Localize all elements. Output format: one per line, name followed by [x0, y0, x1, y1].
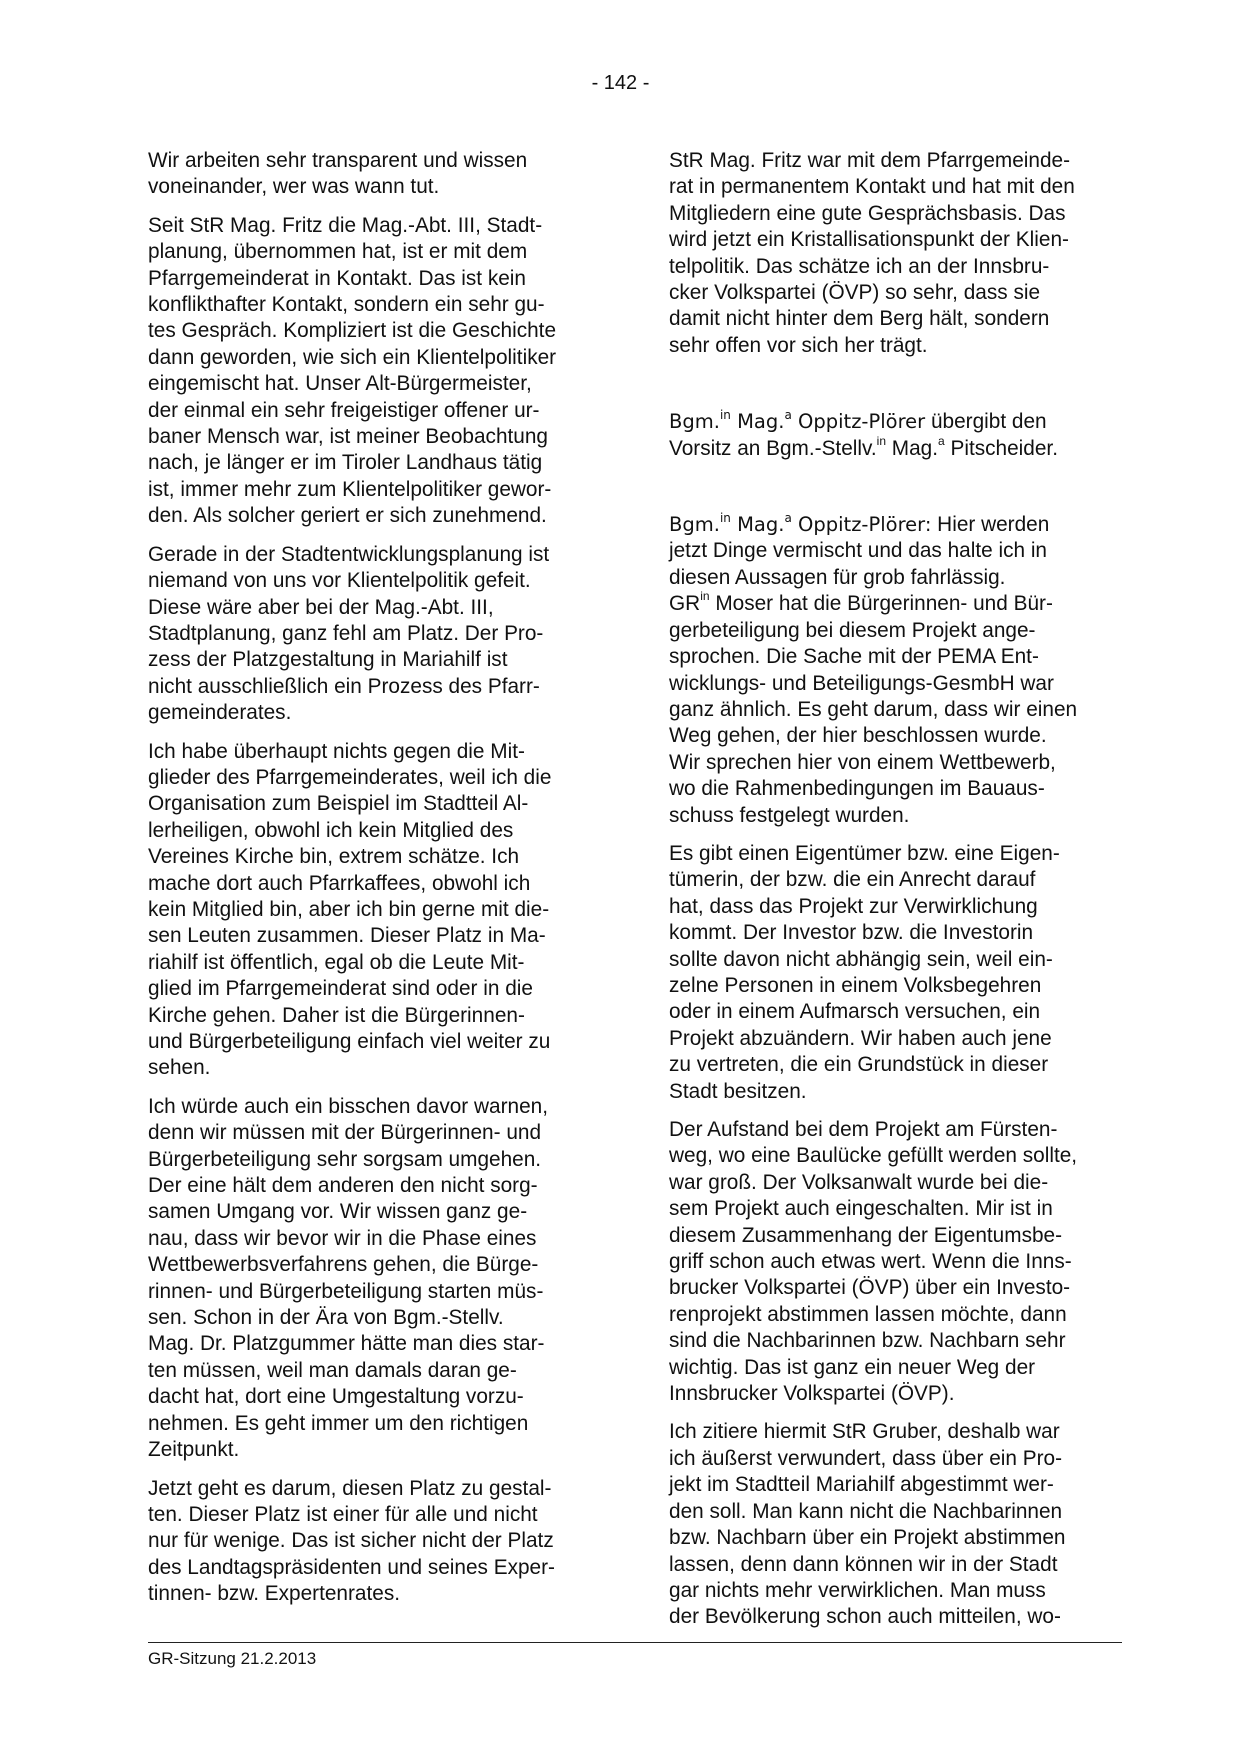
paragraph: Ich zitiere hiermit StR Gruber, deshalb war ich äußerst verwundert, dass über ein Pro- jekt im Stadtteil Mariahilf abgestimmt wer- den soll. Man kann nicht die Nachbarinnen bzw. Nachbarn über ein Projekt abstimmen lassen, denn dann können wir in der Stadt gar nichts mehr verwirklichen. Man muss der Bevölkerung schon auch mitteilen, wo-: [669, 1420, 1066, 1629]
footer-divider: [148, 1642, 1122, 1643]
speaker-name: Bgm.$^{in}$ Mag.$^a$ Oppitz-Plörer:: [669, 510, 932, 537]
footer-session-date: GR-Sitzung 21.2.2013: [148, 1649, 317, 1668]
speech-paragraph: Bgm.$^{in}$ Mag.$^a$ Oppitz-Plörer: Hier werden jetzt Dinge vermischt und das halte ich in diesen Aussagen für grob fahrlässig. $GR^{in}$ Moser hat die Bürgerinnen- und Bür- gerbeteiligung bei diesem Projekt ange- sprochen. Die Sache mit der PEMA Ent- wicklungs- und Beteiligungs-GesmbH war ganz ähnlich. Es geht darum, dass wir einen Weg gehen, der hier beschlossen wurde. Wir sprechen hier von einem Wettbewerb, wo die Rahmenbedingungen im Bauaus- schuss festgelegt wurden.: [669, 510, 1078, 827]
chair-handover-note: Bgm.$^{in}$ Mag.$^a$ Oppitz-Plörer übergibt den Vorsitz an Bgm.-Stellv.$^{in}$ Mag.$^a$ Pitscheider.: [669, 407, 1058, 460]
paragraph: Jetzt geht es darum, diesen Platz zu gestal- ten. Dieser Platz ist einer für alle und nicht nur für wenige. Das ist sicher nicht der Platz des Landtagspräsidenten und seines Exper- tinnen- bzw. Expertenrates.: [148, 1476, 555, 1606]
paragraph: Gerade in der Stadtentwicklungsplanung ist niemand von uns vor Klientelpolitik gefeit. Diese wäre aber bei der Mag.-Abt. III, Stadtplanung, ganz fehl am Platz. Der Pro- zess der Platzgestaltung in Mariahilf ist nicht ausschließlich ein Prozess des Pfarr- gemeinderates.: [148, 542, 550, 725]
left-column: [148, 148, 608, 1620]
right-column: [669, 148, 1129, 1643]
paragraph: Es gibt einen Eigentümer bzw. eine Eigen- tümerin, der bzw. die ein Anrecht darauf hat, dass das Projekt zur Verwirklichung kommt. Der Investor bzw. die Investorin sollte davon nicht abhängig sein, weil ein- zelne Personen in einem Volksbegehren oder in einem Aufmarsch versuchen, ein Projekt abzuändern. Wir haben auch jene zu vertreten, die ein Grundstück in dieser Stadt besitzen.: [669, 841, 1060, 1103]
paragraph: StR Mag. Fritz war mit dem Pfarrgemeinde- rat in permanentem Kontakt und hat mit den Mitgliedern eine gute Gesprächsbasis. Das wird jetzt ein Kristallisationspunkt der Klien- telpolitik. Das schätze ich an der Innsbru- cker Volkspartei (ÖVP) so sehr, dass sie damit nicht hinter dem Berg hält, sondern sehr offen vor sich her trägt.: [669, 149, 1075, 357]
paragraph: Der Aufstand bei dem Projekt am Fürsten- weg, wo eine Baulücke gefüllt werden sollte, war groß. Der Volksanwalt wurde bei die- sem Projekt auch eingeschalten. Mir ist in diesem Zusammenhang der Eigentumsbe- griff schon auch etwas wert. Wenn die Inns- brucker Volkspartei (ÖVP) über ein Investo- renprojekt abstimmen lassen möchte, dann sind die Nachbarinnen bzw. Nachbarn sehr wichtig. Das ist ganz ein neuer Weg der Innsbrucker Volkspartei (ÖVP).: [669, 1118, 1078, 1406]
paragraph: Wir arbeiten sehr transparent und wissen voneinander, wer was wann tut.: [148, 149, 528, 199]
paragraph: Ich habe überhaupt nichts gegen die Mit- glieder des Pfarrgemeinderates, weil ich die Organisation zum Beispiel im Stadtteil Al- lerheiligen, obwohl ich kein Mitglied des Vereines Kirche bin, extrem schätze. Ich mache dort auch Pfarrkaffees, obwohl ich kein Mitglied bin, aber ich bin gerne mit die- sen Leuten zusammen. Dieser Platz in Ma- riahilf ist öffentlich, egal ob die Leute Mit- glied im Pfarrgemeinderat sind oder in die Kirche gehen. Daher ist die Bürgerinnen- und Bürgerbeteiligung einfach viel weiter zu sehen.: [148, 739, 552, 1080]
page-number: - 142 -: [591, 72, 650, 94]
paragraph: Seit StR Mag. Fritz die Mag.-Abt. III, Stadt- planung, übernommen hat, ist er mit dem Pfarrgemeinderat in Kontakt. Das ist kein konflikthafter Kontakt, sondern ein sehr gu- tes Gespräch. Kompliziert ist die Geschichte dann geworden, wie sich ein Klientelpolitiker eingemischt hat. Unser Alt-Bürgermeister, der einmal ein sehr freigeistiger offener ur- baner Mensch war, ist meiner Beobachtung nach, je länger er im Tiroler Landhaus tätig ist, immer mehr zum Klientelpolitiker gewor- den. Als solcher geriert er sich zunehmend.: [148, 213, 557, 528]
paragraph: Ich würde auch ein bisschen davor warnen, denn wir müssen mit der Bürgerinnen- und Bürgerbeteiligung sehr sorgsam umgehen. Der eine hält dem anderen den nicht sorg- samen Umgang vor. Wir wissen ganz ge- nau, dass wir bevor wir in die Phase eines Wettbewerbsverfahrens gehen, die Bürge- rinnen- und Bürgerbeteiligung starten müs- sen. Schon in der Ära von Bgm.-Stellv. Mag. Dr. Platzgummer hätte man dies star- ten müssen, weil man damals daran ge- dacht hat, dort eine Umgestaltung vorzu- nehmen. Es geht immer um den richtigen Zeitpunkt.: [148, 1094, 548, 1462]
speaker-title: Bgm.$^{in}$ Mag.$^a$ Oppitz-Plörer: [669, 407, 926, 434]
